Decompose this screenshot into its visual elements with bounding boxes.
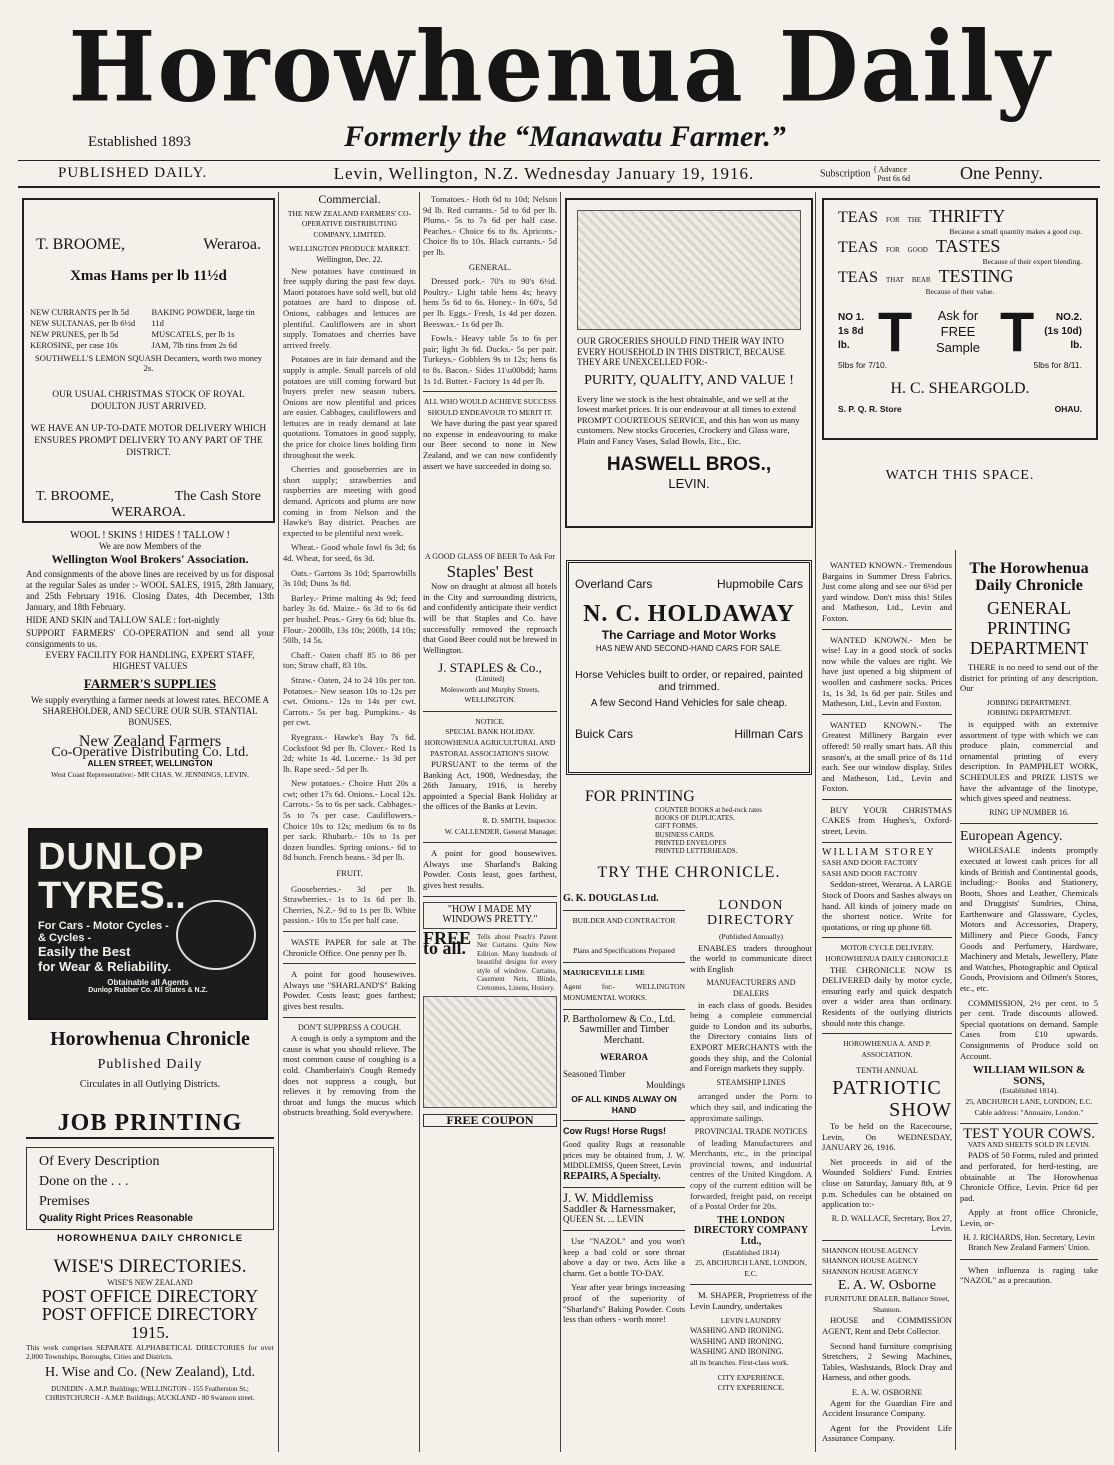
teas-word: TEAS xyxy=(838,269,878,286)
printing-line: COUNTER BOOKS at bed-rock rates xyxy=(655,806,762,814)
tea-lb: lb. xyxy=(1070,340,1082,351)
tea-weight1: 5lbs for 7/10. xyxy=(838,360,888,370)
produce-market: WELLINGTON PRODUCE MARKET. xyxy=(288,244,411,254)
tea-no2: NO.2. xyxy=(1055,312,1082,323)
teas-for: FOR xyxy=(886,246,900,254)
broome-left-list xyxy=(30,307,146,351)
teas-good: GOOD xyxy=(907,246,928,254)
commercial-body: New potatoes have continued in free supply during the past few days. Maori potatoes have sold well, but old potatoes are hard to dispose of. Onions, cabbages and lettuces are plentiful. Cauliflowers are in short supply. Tomatoes and cherries have arrived freely. xyxy=(283,265,416,350)
wilson-addr: 25, ABCHURCH LANE, LONDON, E.C. xyxy=(965,1096,1093,1106)
city-experience-2: CITY EXPERIENCE. xyxy=(717,1383,785,1393)
dunlop-tyres: TYRES.. xyxy=(38,875,186,917)
net-proceeds: Net proceeds in aid of the Wounded Soldiers' Fund. Entries close on Saturday, January 8th, at 9 p.m. Schedules can be obtained on application to:- xyxy=(822,1156,952,1210)
advance-label: Advance xyxy=(878,164,907,174)
repairs: REPAIRS, A Specialty. xyxy=(563,1170,661,1182)
osborne-house: HOUSE and COMMISSION AGENT, Rent and Debt Collector. xyxy=(822,1315,952,1337)
tea-no1: NO 1. xyxy=(838,312,865,323)
holdaway-name: N. C. HOLDAWAY xyxy=(583,601,795,627)
point-two: A point for good housewives. Always use Sharland's Baking Powder. Costs least, goes farthest, gives best results. xyxy=(423,848,557,891)
fruit-heading: FRUIT. xyxy=(336,868,363,879)
commercial-title: Commercial. xyxy=(318,194,381,206)
holdaway-new: HAS NEW AND SECOND-HAND CARS FOR SALE. xyxy=(595,644,783,653)
osborne-agent: Agent for the Guardian Fire and Accident Insurance Company. xyxy=(822,1397,952,1419)
wilson-name: WILLIAM WILSON & SONS, xyxy=(972,1064,1086,1087)
haswell-town: LEVIN. xyxy=(668,476,710,491)
tea-price1: 1s 8d xyxy=(838,326,864,337)
wanted-known-1: WANTED KNOWN.- Tremendous Bargains in Summer Dress Fabrics. Just come along and see our 6½d per yard window. Don't miss this! Stiles and Matheson, Ltd., Levin and Foxton. xyxy=(822,560,952,623)
teas-l1s: Because a small quantity makes a good cup. xyxy=(949,227,1082,236)
ap-show: HOROWHENUA AGRICULTURAL AND PASTORAL ASSOCIATION'S SHOW. xyxy=(424,737,556,758)
sheargold-name: H. C. SHEARGOLD. xyxy=(890,380,1030,397)
levin-laundry: LEVIN LAUNDRY xyxy=(720,1315,782,1325)
rugs-heading: Cow Rugs! Horse Rugs! xyxy=(563,1126,667,1137)
london-manuf: MANUFACTURERS AND DEALERS xyxy=(706,978,796,998)
holdaway-works: The Carriage and Motor Works xyxy=(601,628,777,642)
shannon-line: SHANNON HOUSE AGENCY xyxy=(822,1245,919,1255)
sample-label: Sample xyxy=(935,340,981,355)
sash-door: SASH AND DOOR FACTORY xyxy=(822,858,918,868)
subscription-label: Subscription xyxy=(820,167,871,179)
wanted-column xyxy=(822,560,952,1455)
doulton-stock: OUR USUAL CHRISTMAS STOCK OF ROYAL DOULTON JUST ARRIVED. xyxy=(52,390,245,412)
wash-line: WASHING AND IRONING. xyxy=(690,1347,784,1357)
tenth-annual: TENTH ANNUAL xyxy=(856,1066,918,1076)
all-kinds: OF ALL KINDS ALWAY ON HAND xyxy=(571,1094,677,1115)
wilson-estab: (Established 1814). xyxy=(999,1086,1059,1096)
achieve-heading: ALL WHO WOULD ACHIEVE SUCCESS SHOULD ENDEAVOUR TO MERIT IT. xyxy=(423,397,557,417)
chronicle-ad xyxy=(26,1028,274,1103)
chronicle-ad-published: Published Daily xyxy=(97,1057,203,1072)
chronicle-ad-circ: Circulates in all Outlying Districts. xyxy=(79,1079,221,1090)
wises-body: This work comprises SEPARATE ALPHABETICAL DIRECTORIES for over 2,000 Townships, Boroughs, Cities and Districts. xyxy=(26,1343,274,1361)
apply-text: Apply at front office Chronicle, Levin, or- xyxy=(960,1207,1098,1228)
wool-members: We are now Members of the xyxy=(99,541,201,551)
dunlop-line1: For Cars - Motor Cycles - xyxy=(38,920,169,932)
influenza-text: When influenza is raging take "NAZOL" as a precaution. xyxy=(960,1264,1098,1286)
wool-top: WOOL ! SKINS ! HIDES ! TALLOW ! xyxy=(70,530,230,541)
shannon-line: SHANNON HOUSE AGENCY xyxy=(822,1267,919,1277)
formerly-line: Formerly the “Manawatu Farmer.” xyxy=(344,120,786,153)
dunlop-line4: for Wear & Reliability. xyxy=(38,959,172,974)
t-letter-left: T xyxy=(878,300,913,363)
commercial-column: Commercial. THE NEW ZEALAND FARMERS' CO-OPERATIVE DISTRIBUTING COMPANY, LIMITED. WELLINGTON PRODUCE MARKET. Wellington, Dec. 22. New potatoes have continued in free supply during the past few days. Maori potatoes have sold well, but old potatoes are hard to dispose of. Onions, cabbages and lettuces are plentiful. Cauliflowers are in short supply. Tomatoes and cherries have arrived freely. Potatoes are in fair demand and the supply is ample. Small parcels of old potatoes are still coming forward but buyers prefer new season tubers. Onions are now plentiful and prices are easier. Cabbages, cauliflowers and lettuces are in ready demand at late quotations. Tomatoes in good supply, the price for choice lines holding firm throughout the week. Cherries and gooseberries are in short supply; strawberries and raspberries are meeting with good demand. Apricots and plums are now coming in from Nelson and the Hawke's Bay district. Peaches are expected to be plentiful next week. Wheat.- Good whole fowl 6s 3d; 6s 4d. Wheat, for seed, 6s 3d. Oats.- Gartons 3s 10d; Sparrowbills 3s 10d; Duns 3s 8d. Barley.- Prime malting 4s 9d; feed barley 3s 6d. Maize.- 6s 3d to 6s 6d per bushel. Peas.- Grey 6s 6d; blue 8s. Flour.- 2000lb, 13s 10s; 200lb, 14 10s; 50lb, 14 5s. Chaff.- Oaten chaff 85 to 86 per ton; Straw chaff, 83 10s. Straw.- Oaten, 24 to 24 10s per ton. Potatoes.- New season 10s to 12s per cwt. Onions.- 12s to 14s per cwt. Carrots.- 5s per bag. Pumpkins.- 4s per cwt. Ryegrass.- Hawke's Bay 7s 6d. Cocksfoot 9d per lb. Clover.- Red 1s 2d; white 1s 4d. Lucerne.- 1s 3d per lb. Rape seed.- 5d per lb. New potatoes.- Choice Hutt 20s a cwt; other 17s 6d. Onions.- Local 12s. Carrots.- 5s to 6s per sack. Cabbages.- 5s to 7s per case. Cauliflowers.- Choice 10s to 12s; medium 6s to 8s per sack. Rhubarb.- 10s to 1s per dozen bundles. Spring onions.- 6d to 8d bunch. French beans.- 3d per lb. FRUIT. Gooseberries.- 3d per lb. Strawberries.- 1s to 1s 6d per lb. Cherries, N.Z.- 9d to 1s per lb. White passion.- 10s to 15s per half case. WASTE PAPER for sale at The Chronicle Office. One penny per lb. A point for good housewives. Always use "SHARLAND'S" Baking Powder. Costs least; goes farthest; gives best results. DON'T SUPPRESS A COUGH. A cough is only a symptom and the cause is what you should relieve. The most common cause of coughing is a cold. Chamberlain's Cough Remedy does not suppress a cough, but relieves it by removing from the throat and lungs the mucus which obstructs breathing. Sold everywhere. xyxy=(283,194,416,1118)
wallace-sig: R. D. WALLACE, Secretary, Box 27, Levin. xyxy=(831,1213,952,1234)
broome-name: T. BROOME, xyxy=(36,236,126,253)
job-printing-title: JOB PRINTING xyxy=(26,1110,274,1139)
watch-this-space: WATCH THIS SPACE. xyxy=(885,468,1035,483)
job-line: Done on the . . . xyxy=(39,1174,129,1189)
test-cows: TEST YOUR COWS. xyxy=(962,1126,1096,1143)
chron-delivery-body: THE CHRONICLE NOW IS DELIVERED daily by motor cycle, ensuring early and quick despatch over a wider area than ordinary. Residents of the outlying districts should note this change. xyxy=(822,964,952,1028)
how-windows: "HOW I MADE MY WINDOWS PRETTY." xyxy=(423,902,557,929)
notice-heading: NOTICE. xyxy=(475,716,505,726)
general-body: Dressed pork.- 70's to 90's 6½d. Poultry.- Light table hens 4s; heavy hens 5s 6d to 6s. Honey.- In 60's, 5d per lb. Eggs.- Fresh, 1s 4d per dozen. Beeswax.- 1s 6d per lb. xyxy=(423,276,557,329)
city-experience: CITY EXPERIENCE. xyxy=(717,1372,785,1382)
douglas-column xyxy=(563,894,685,1454)
spqr-store: S. P. Q. R. Store xyxy=(838,404,902,414)
produce-text: Tomatoes.- Hoth 6d to 10d; Nelson 9d lb. Red currants.- 5d to 6d per lb. Plums.- 5s to 7s 6d per half case. Peaches.- Choice 6s to 8s. Apricots.- Choice 8s to 10s. Black currants.- 5d per lb. xyxy=(423,194,557,257)
dunlop-line2: & Cycles - xyxy=(38,932,92,944)
general-heading: GENERAL. xyxy=(468,261,512,272)
for-printing-title: FOR PRINTING xyxy=(585,788,695,805)
grocery-illustration xyxy=(577,210,801,330)
shaper-laundry: M. SHAPER, Proprietress of the Levin Laundry, undertakes xyxy=(690,1290,812,1311)
wises-pod2: POST OFFICE DIRECTORY xyxy=(41,1304,259,1324)
list-item: MUSCATELS, per lb 1s xyxy=(151,329,235,339)
teas-word: TEAS xyxy=(838,209,878,226)
branches: all its branches. First-class work. xyxy=(690,1357,789,1367)
bank-holiday: SPECIAL BANK HOLIDAY. xyxy=(445,727,535,737)
teas-bear: BEAR xyxy=(911,276,931,284)
column-rule xyxy=(278,192,279,1452)
jobbing-dept-2: JOBBING DEPARTMENT. xyxy=(986,708,1072,718)
christmas-cakes: BUY YOUR CHRISTMAS CAKES from Hughes's, Oxford-street, Levin. xyxy=(822,804,952,837)
holdaway-horse: Horse Vehicles built to order, or repaired, painted and trimmed. xyxy=(575,669,803,693)
cyclist-illustration xyxy=(176,900,256,970)
jobbing-dept: JOBBING DEPARTMENT. xyxy=(986,697,1072,707)
mouldings: Mouldings xyxy=(645,1079,685,1090)
printing-there: THERE is no need to send out of the district for printing of any description. Our xyxy=(960,662,1098,694)
shannon-line: SHANNON HOUSE AGENCY xyxy=(822,1256,919,1266)
queen-st: QUEEN St. ... LEVIN xyxy=(563,1214,644,1225)
list-item: NEW SULTANAS, per lb 6½d xyxy=(30,318,136,328)
ohau: OHAU. xyxy=(1054,404,1082,414)
commercial-sub: THE NEW ZEALAND FARMERS' CO-OPERATIVE DISTRIBUTING COMPANY, LIMITED. xyxy=(287,208,412,239)
london-enables: ENABLES traders throughout the world to communicate direct with English xyxy=(690,942,812,974)
wash-line: WASHING AND IRONING. xyxy=(690,1336,784,1346)
wash-line: WASHING AND IRONING. xyxy=(690,1326,784,1336)
hillman-cars: Hillman Cars xyxy=(734,727,803,741)
rugs-body: Good quality Rugs at reasonable prices may be obtained from, J. W. MIDDLEMISS, Queen Street, Levin xyxy=(563,1139,685,1171)
staples-ltd: (Limited) xyxy=(475,673,505,683)
nazol-ad: Use "NAZOL" and you won't keep a bad cold or sore throat above a day or two. Acts like a charm. Get a bottle TO-DAY. xyxy=(563,1236,685,1278)
douglas-builder: BUILDER AND CONTRACTOR xyxy=(572,915,676,925)
ap-association: HOROWHENUA A. AND P. ASSOCIATION. xyxy=(843,1039,931,1059)
european-agency: European Agency. xyxy=(960,829,1063,845)
commission-text: COMMISSION, 2½ per cent. to 5 per cent. Trade discounts allowed. Special quotations on demand. Sample Cases from £10 upwards. Consignments of Produce sold on Account. xyxy=(960,997,1098,1061)
general-printing-dept: GENERAL PRINTING DEPARTMENT xyxy=(969,598,1089,658)
haswell-name: HASWELL BROS., xyxy=(606,454,772,475)
job-line: Of Every Description xyxy=(39,1154,160,1169)
ring-up: RING UP NUMBER 16. xyxy=(989,807,1069,817)
teas-testing: TESTING xyxy=(938,266,1014,286)
wheat-report: Wheat.- Good whole fowl 6s 3d; 6s 4d. Wheat, for seed, 6s 3d. xyxy=(283,542,416,563)
saddler: Saddler & Harnessmaker, xyxy=(563,1202,676,1215)
broome-ad xyxy=(22,198,275,523)
wilson-cable: Cable address: "Annuaire, London." xyxy=(974,1107,1084,1117)
wholesale-indents: WHOLESALE indents promptly executed at lowest cash prices for all kinds of British and Continental goods, including:- Books and Stationery, Boots, Shoes and Leather, Chemicals and Druggists' Sundries, China, Earthenware and Glassware, Cycles, Motors and Accessories, Drapery, Millinery and Piece Goods, Fancy Goods and Perfumery, Hardware, Machinery and Metals, Jewellery, Plate and Watches, Photographic and Optical Goods, Provisions and Oilmen's Stores, etc., etc. xyxy=(960,845,1098,994)
dunlop-agents: Obtainable all Agents xyxy=(107,978,189,987)
subscription: Subscription { Advance Post 6s 6d xyxy=(820,164,910,183)
printing-line: PRINTED LETTERHEADS. xyxy=(655,847,738,856)
allen-street: ALLEN STREET, WELLINGTON xyxy=(87,758,213,768)
haswell-body: Every line we stock is the best obtainable, and we sell at the lowest market prices. It is our endeavour at all times to extend PROMPT COURTEOUS SERVICE, and this has won us many customers. New stocks Groceries, Crockery and Glass ware, Plain and Fancy Vases, Salad Bowls, Etc., Etc. xyxy=(577,393,800,446)
staples-firm: J. STAPLES & Co., xyxy=(438,660,542,676)
wool-facility: EVERY FACILITY FOR HANDLING, EXPERT STAFF, HIGHEST VALUES xyxy=(45,650,255,671)
west-coast-rep: West Coast Representative:- MR CHAS. W. JENNINGS, LEVIN. xyxy=(51,770,249,779)
chronicle-ad-title: Horowhenua Chronicle xyxy=(50,1028,250,1050)
tea-weight2: 5lbs for 8/11. xyxy=(1033,360,1082,370)
london-directory-column: LONDON DIRECTORY (Published Annually) ENABLES traders throughout the world to communicate direct with English MANUFACTURERS AND DEALERS in each class of goods. Besides being a complete commercial guide to London and its suburbs, the Directory contains lists of EXPORT MERCHANTS with the goods they ship, and the Colonial and Foreign markets they supply. STEAMSHIP LINES arranged under the Ports to which they sail, and indicating the approximate sailings. PROVINCIAL TRADE NOTICES of leading Manufacturers and Merchants, etc., in the principal provincial towns, and industrial centres of the United Kingdom. A copy of the current edition will be forwarded, freight paid, on receipt of a Postal Order for 20s. THE LONDON DIRECTORY COMPANY Ltd., (Established 1814) 25, ABCHURCH LANE, LONDON, E.C. M. SHAPER, Proprietress of the Levin Laundry, undertakes LEVIN LAUNDRY WASHING AND IRONING. WASHING AND IRONING. WASHING AND IRONING. all its branches. First-class work. CITY EXPERIENCE. CITY EXPERIENCE. xyxy=(690,898,812,1393)
chron-heading: HOROWHENUA DAILY CHRONICLE xyxy=(825,954,949,963)
douglas-plans: Plans and Specifications Prepared xyxy=(573,946,675,956)
printing-line: GIFT FORMS. xyxy=(655,822,698,831)
wool-brokers-ad xyxy=(26,530,274,815)
established: Established 1893 xyxy=(88,134,191,150)
provincial-notices: PROVINCIAL TRADE NOTICES xyxy=(694,1127,808,1137)
free-to-all: FREE to all. xyxy=(423,927,472,959)
tea-lb: lb. xyxy=(838,340,850,351)
hupmobile-cars: Hupmobile Cars xyxy=(716,577,803,591)
london-body: in each class of goods. Besides being a complete commercial guide to London and its suburbs, the Directory contains lists of EXPORT MERCHANTS with the goods they ship, and the Colonial and Foreign markets they supply. xyxy=(690,999,812,1074)
bartholomew: P. Bartholomew & Co., Ltd. xyxy=(563,1013,676,1025)
dateline xyxy=(18,160,1100,188)
haswell-purity: PURITY, QUALITY, AND VALUE ! xyxy=(584,372,794,388)
waste-paper: WASTE PAPER for sale at The Chronicle Office. One penny per lb. xyxy=(283,937,416,958)
broome-footer-store: The Cash Store xyxy=(174,489,261,504)
farmers-supplies: FARMER'S SUPPLIES xyxy=(83,676,217,691)
coop-dist: Co-Operative Distributing Co. Ltd. xyxy=(51,745,249,760)
teas-that: THAT xyxy=(886,276,904,284)
wool-assoc: Wellington Wool Brokers' Association. xyxy=(51,552,249,566)
year-after-year: Year after year brings increasing proof of the superiority of "Sharland's" Baking Powder. Costs less than others - worth more! xyxy=(563,1282,685,1325)
try-chronicle: TRY THE CHRONICLE. xyxy=(597,864,781,881)
for-printing-ad xyxy=(565,788,813,863)
staples-best: Staples' Best xyxy=(446,561,534,581)
free-coupon: FREE COUPON xyxy=(423,1114,557,1127)
wises-sub: WISE'S NEW ZEALAND xyxy=(107,1278,193,1287)
broome-right-list xyxy=(152,307,268,351)
place-date: Levin, Wellington, N.Z. Wednesday January 19, 1916. xyxy=(333,163,755,183)
produce-column: Tomatoes.- Hoth 6d to 10d; Nelson 9d lb. Red currants.- 5d to 6d per lb. Plums.- 5s to 7s 6d per half case. Peaches.- Choice 6s to 8s. Apricots.- Choice 8s to 10s. Black currants.- 5d per lb. GENERAL. Dressed pork.- 70's to 90's 6½d. Poultry.- Light table hens 4s; heavy hens 5s 6d to 6s. Honey.- In 60's, 5d per lb. Eggs.- Fresh, 1s 4d per dozen. Beeswax.- 1s 6d per lb. Fowls.- Heavy table 5s to 6s per pair; light 3s 6d. Ducks.- 5s per pair. Turkeys.- Gobblers 9s to 12s; hens 6s to 8s. Bacon.- Sides 11\u00bdd; hams 1s 1d. Butter.- Factory 1s 4d per lb. ALL WHO WOULD ACHIEVE SUCCESS SHOULD ENDEAVOUR TO MERIT IT. We have during the past year spared no expense in endeavouring to make our Beer second to none in New Zealand, and we can now confidently assert we have succeeded in doing so. xyxy=(423,194,557,471)
published-daily: PUBLISHED DAILY. xyxy=(58,165,208,181)
chaff-report: Chaff.- Oaten chaff 85 to 86 per ton; Straw chaff, 83 10s. xyxy=(283,649,416,671)
dunlop-brand: DUNLOP xyxy=(38,836,205,878)
buick-cars: Buick Cars xyxy=(575,727,634,741)
xmas-hams: Xmas Hams per lb 11½d xyxy=(70,268,227,284)
wises-directories-ad xyxy=(26,1256,274,1456)
wanted-known-3: WANTED KNOWN.- The Greatest Millinery Bargain ever offered! 50 really smart hats. All this season's, at the small price of 8s 11d each. See our window display. Stiles and Matheson, Ltd., Levin and Foxton. xyxy=(822,719,952,794)
london-company: THE LONDON DIRECTORY COMPANY Ltd., xyxy=(693,1214,809,1248)
broome-town: Weraroa. xyxy=(203,236,261,253)
sheargold-teas-ad xyxy=(822,198,1098,440)
sash-body: Seddon-street, Weraroa. A LARGE Stock of Doors and Sashes always on hand. All kinds of joinery made on the shortest notice. Write for quotations, or ring up phone 68. xyxy=(822,879,952,932)
cough-body: A cough is only a symptom and the cause is what you should relieve. The most common cause of coughing is a cold. Chamberlain's Cough Remedy does not suppress a cough, but relieves it by removing from the throat and lungs the mucus which obstructs breathing. Sold everywhere. xyxy=(283,1033,416,1118)
overland-cars: Overland Cars xyxy=(575,577,653,591)
list-item: NEW PRUNES, per lb 5d xyxy=(30,329,119,339)
chronicle-printing-title: The Horowhenua Daily Chronicle xyxy=(969,560,1089,594)
wises-year: 1915. xyxy=(130,1323,170,1342)
list-item: NEW CURRANTS per lb 5d xyxy=(30,307,130,317)
printing-dept-column xyxy=(960,560,1098,1455)
wises-pod1: POST OFFICE DIRECTORY xyxy=(41,1286,259,1306)
ask-for: Ask for xyxy=(937,308,979,323)
list-item: BAKING POWDER, large tin 11d xyxy=(151,307,255,328)
show-body: To be held on the Racecourse, Levin, On WEDNESDAY, JANUARY 26, 1916. xyxy=(822,1120,952,1153)
job-footer: HOROWHENUA DAILY CHRONICLE xyxy=(56,1233,244,1244)
callender-sig: W. CALLENDER, General Manager. xyxy=(444,826,557,836)
list-item: KEROSINE, per case 10s xyxy=(30,340,118,350)
column-rule xyxy=(955,550,956,1450)
glass-of-beer: A GOOD GLASS OF BEER To Ask For xyxy=(424,552,556,561)
osborne-furniture: FURNITURE DEALER, Ballance Street, Shannon. xyxy=(824,1294,950,1314)
holdaway-ad xyxy=(566,560,812,775)
staples-column: A GOOD GLASS OF BEER To Ask For Staples' Best Now on draught at almost all hotels in the City and surrounding districts, and confidently anticipate their verdict will be that Staples and Co. have successfully removed the reproach that Good Beer could not be brewed in Wellington. J. STAPLES & Co., (Limited) Molesworth and Murphy Streets, WELLINGTON. NOTICE. SPECIAL BANK HOLIDAY. HOROWHENUA AGRICULTURAL AND PASTORAL ASSOCIATION'S SHOW. PURSUANT to the terms of the Banking Act, 1908, Wednesday, the 26th January, 1916, is hereby appointed a Special Bank Holiday at the offices of the Banks at Levin. R. D. SMITH, Inspector. W. CALLENDER, General Manager. A point for good housewives. Always use Sharland's Baking Powder. Costs least, goes farthest, gives best results. "HOW I MADE MY WINDOWS PRETTY." FREE to all. Tells about Peach's Patent Net Curtains. Quite New Edition. Many hundreds of beautiful designs for every style of window. Curtains, Casement Nets, Blinds, Cretonnes, Linens, Hosiery. FREE COUPON xyxy=(423,552,557,1128)
wool-hide: HIDE AND SKIN and TALLOW SALE : fort-nightly xyxy=(26,615,220,625)
broome-footer-name: T. BROOME, xyxy=(36,489,114,504)
job-printing-ad xyxy=(26,1110,274,1250)
wises-firm: H. Wise and Co. (New Zealand), Ltd. xyxy=(45,1365,255,1380)
tea-price2: (1s 10d) xyxy=(1044,326,1082,337)
cough-heading: DON'T SUPPRESS A COUGH. xyxy=(297,1022,402,1032)
london-published: (Published Annually) xyxy=(719,932,783,941)
broome-footer-town: WERAROA. xyxy=(111,505,186,520)
lemon-squash: SOUTHWELL'S LEMON SQUASH Decanters, worth two money 2s. xyxy=(35,353,262,373)
dunlop-line3: Easily the Best xyxy=(38,944,131,959)
pursuant: PURSUANT to the terms of the Banking Act, 1908, Wednesday, the 26th January, 1916, is hereby appointed a Special Bank Holiday at the offices of the Banks at Levin. xyxy=(423,759,557,812)
post-label: Post 6s 6d xyxy=(877,173,910,183)
supplies-text: We supply everything a farmer needs at lowest rates. BECOME A SHAREHOLDER, AND SECURE OUR SUB. STANTIAL BONUSES. xyxy=(31,695,269,727)
london-title: LONDON DIRECTORY xyxy=(706,898,796,928)
printing-line: PRINTED ENVELOPES xyxy=(655,838,727,847)
t-letter-right: T xyxy=(1000,300,1035,363)
wanted-known-2: WANTED KNOWN.- Men be wise! Lay in a good stock of socks now while the values are right. We have just opened a big shipment of woollen and cashmere socks. Prices 1s, 1s 3d, 1s 6d per pair. Stiles and Matheson, Ltd., Levin and Foxton. xyxy=(822,634,952,709)
wool-support: SUPPORT FARMERS' CO-OPERATION and send all your consignments to us. xyxy=(26,628,274,649)
haswell-tagline: OUR GROCERIES SHOULD FIND THEIR WAY INTO EVERY HOUSEHOLD IN THIS DISTRICT, BECAUSE THEY ARE UNEXCELLED FOR:- xyxy=(577,336,785,367)
column-rule xyxy=(815,192,816,1452)
patriotic: PATRIOTIC xyxy=(832,1076,942,1099)
sash-door-2: SASH AND DOOR FACTORY xyxy=(822,868,918,878)
osborne-agent-2: Agent for the Provident Life Assurance Company. xyxy=(822,1422,952,1444)
printing-line: BUSINESS CARDS. xyxy=(655,830,715,839)
london-estab: (Established 1814) xyxy=(722,1247,780,1257)
show-word: SHOW xyxy=(889,1098,952,1121)
staples-body: Now on draught at almost all hotels in the City and surrounding districts, and confidently anticipate their verdict will be that Staples and Co. have successfully removed the reproach that Good Beer could not be brewed in Wellington. xyxy=(423,581,557,655)
wool-body: And consignments of the above lines are received by us for disposal at the regular Sales as under :- WOOL SALES, 1915, 28th January, and 25th February 1916. Closing Dates, 4th December, 13th January, and 18th February. xyxy=(26,569,274,612)
richards-sig: H. J. RICHARDS, Hon. Secretary, Levin Branch New Zealand Farmers' Union. xyxy=(963,1232,1095,1253)
teas-for: FOR xyxy=(886,216,900,224)
column-rule xyxy=(419,192,420,1452)
motor-delivery: WE HAVE AN UP-TO-DATE MOTOR DELIVERY WHICH ENSURES PROMPT DELIVERY TO ANY PART OF THE DISTRICT. xyxy=(30,424,267,458)
good-point: A point for good housewives. Always use "SHARLAND'S" Baking Powder. Costs least; goes farthest; gives best results. xyxy=(283,969,416,1011)
curtain-illustration xyxy=(423,996,557,1108)
vats-sheets: VATS AND SHEETS SOLD IN LEVIN. xyxy=(967,1139,1091,1149)
nz-farmers: New Zealand Farmers xyxy=(78,733,222,750)
smith-sig: R. D. SMITH, Inspector. xyxy=(482,816,557,826)
weraroa-label: WERAROA xyxy=(599,1052,648,1063)
staples-addr: Molesworth and Murphy Streets, WELLINGTON. xyxy=(440,684,540,705)
teas-thrifty: THRIFTY xyxy=(929,206,1006,226)
market-date: Wellington, Dec. 22. xyxy=(316,254,383,264)
osborne-name-2: E. A. W. OSBORNE xyxy=(851,1387,923,1397)
douglas-name: G. K. DOUGLAS Ltd. xyxy=(563,894,659,904)
osborne-name: E. A. W. Osborne xyxy=(838,1277,936,1293)
teas-the: THE xyxy=(907,216,922,224)
seasoned-timber: Seasoned Timber xyxy=(563,1068,626,1079)
masthead-title: Horowhenua Daily xyxy=(68,10,1052,124)
teas-word: TEAS xyxy=(838,239,878,256)
wises-addr: DUNEDIN - A.M.P. Buildings; WELLINGTON - 155 Featherston St.; CHRISTCHURCH - A.M.P. Buildings; AUCKLAND - 80 Swanson street. xyxy=(45,1385,255,1402)
printing-line: BOOKS OF DUPLICATES. xyxy=(655,814,735,823)
wises-title: WISE'S DIRECTORIES. xyxy=(53,1256,247,1277)
douglas-agent: Agent for:- WELLINGTON MONUMENTAL WORKS. xyxy=(563,982,685,1002)
holdaway-few: A few Second Hand Vehicles for sale cheap. xyxy=(590,698,788,709)
column-rule xyxy=(560,192,561,1452)
motor-cycle-delivery: MOTOR CYCLE DELIVERY. xyxy=(840,943,934,953)
oats-report: Oats.- Gartons 3s 10d; Sparrowbills 3s 10d; Duns 3s 8d. xyxy=(283,567,416,589)
osborne-second: Second hand furniture comprising Stretchers, 2 Sewing Machines, Tables, Washstands, Block Dray and Harness, and other goods. xyxy=(822,1340,952,1383)
achieve-body: We have during the past year spared no expense in endeavouring to make our Beer second to none in New Zealand, and we can now confidently assert we have succeeded in doing so. xyxy=(423,418,557,471)
dunlop-company: Dunlop Rubber Co. All States & N.Z. xyxy=(88,987,208,994)
teas-l2s: Because of their expert blending. xyxy=(982,257,1082,266)
job-line: Premises xyxy=(39,1194,90,1209)
free-label: FREE xyxy=(940,324,976,339)
job-quality: Quality Right Prices Reasonable xyxy=(39,1213,193,1224)
price: One Penny. xyxy=(960,163,1043,183)
london-addr: 25, ABCHURCH LANE, LONDON, E.C. xyxy=(695,1258,807,1278)
pads-text: PADS of 50 Forms, ruled and printed and perforated, for herd-testing, are obtainable at The Horowhenua Chronicle Office, Levin. Price 6d per pad. xyxy=(960,1150,1098,1203)
steamship-lines: STEAMSHIP LINES xyxy=(716,1077,786,1087)
middlemiss: J. W. Middlemiss xyxy=(563,1190,654,1206)
mauriceville: MAURICEVILLE LIME xyxy=(563,967,645,977)
teas-tastes: TASTES xyxy=(935,236,1001,256)
teas-l3s: Because of their value. xyxy=(925,287,995,296)
printing-equipped: is equipped with an extensive assortment of type with which we can produce plain, commercial and ornamental printing of every description. In PAMPHLET WORK, SCHEDULES and PRIZE LISTS we have the advantage of the linotype, which gives speed and neatness. xyxy=(960,718,1098,804)
storey-name: WILLIAM STOREY xyxy=(822,846,936,858)
haswell-ad xyxy=(565,198,813,528)
dunlop-ad xyxy=(28,828,268,1020)
fruit-body: Gooseberries.- 3d per lb. Strawberries.- 1s to 1s 6d per lb. Cherries, N.Z.- 9d to 1s per lb. White passion.- 10s to 15s per half case. xyxy=(283,883,416,926)
sawmiller: Sawmiller and Timber Merchant. xyxy=(579,1024,669,1046)
list-item: JAM, 7lb tins from 2s 6d xyxy=(151,340,237,350)
